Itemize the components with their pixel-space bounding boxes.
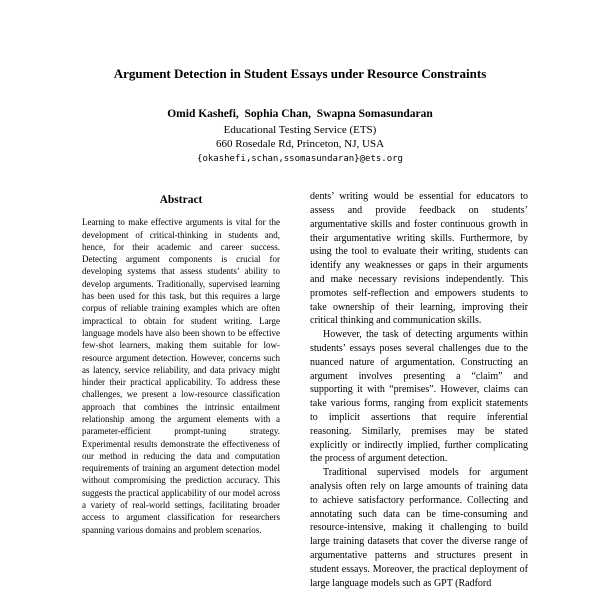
affiliation-line: Educational Testing Service (ETS) <box>223 124 377 137</box>
abstract-text: Learning to make effective arguments is vital for the development of critical-thinking in students and, hence, for their academic and career success. Detecting argument components is crucial for developing systems that assess students’ ability to develop arguments. Traditionally, supervised learning has been used for this task, but this requires a large corpus of reliable training examples which are often impractical to obtain for student writing. Large language models have also been shown to be effective few-shot learners, making them suitable for low-resource argument detection. However, concerns such as latency, service reliability, and data privacy might hinder their practical applicability. To address these challenges, we present a low-resource classification approach that combines the intrinsic entailment relationship among the argument elements with a parameter-efficient prompt-tuning strategy. Experimental results demonstrate the effectiveness of our method in reducing the data and computation requirements of training an argument detection model without compromising the prediction accuracy. This suggests the practical applicability of our model across a variety of real-world settings, facilitating broader access to argument classification for researchers spanning various domains and problem scenarios. <box>82 217 280 535</box>
paper-title: Argument Detection in Student Essays under Resource Constraints <box>113 66 487 81</box>
paper-authors: Omid Kashefi, Sophia Chan, Swapna Somasundaran <box>167 108 433 121</box>
right-column <box>310 190 528 590</box>
abstract-heading: Abstract <box>159 194 203 207</box>
left-column <box>72 190 290 536</box>
address-line: 660 Rosedale Rd, Princeton, NJ, USA <box>215 138 385 151</box>
body-paragraph-supervised-models: Traditional supervised models for argument analysis often rely on large amounts of training data to achieve satisfactory performance. Collecting and annotating such data can be time-consuming and resource-intensive, making it challenging to build large training datasets that cover the diverse range of argumentative patterns and structures present in student essays. Moreover, the practical deployment of large language models such as GPT (Radford <box>310 467 528 589</box>
two-column-body <box>72 190 528 590</box>
body-paragraph-challenges: However, the task of detecting arguments within students’ essays poses several challenges due to the nuanced nature of argumentation. Constructing an argument involves presenting a “claim” and supporting it with “premises”. However, claims can take various forms, ranging from explicit statements to implicit assertions that require inferential reasoning. Similarly, premises may be stated explicitly or indirectly implied, further complicating the process of argument detection. <box>310 329 528 465</box>
email-line: {okashefi,schan,ssomasundaran}@ets.org <box>197 154 403 165</box>
body-paragraph-continuation: dents’ writing would be essential for educators to assess and provide feedback on students’ argumentative skills and foster continuous growth in their argumentative writing skills. Furthermore, by using the tool to evaluate their writing, students can identify any weaknesses or gaps in their arguments and make necessary revisions independently. This promotes self-reflection and empowers students to take ownership of their learning, improving their critical thinking and communication skills. <box>310 191 528 327</box>
